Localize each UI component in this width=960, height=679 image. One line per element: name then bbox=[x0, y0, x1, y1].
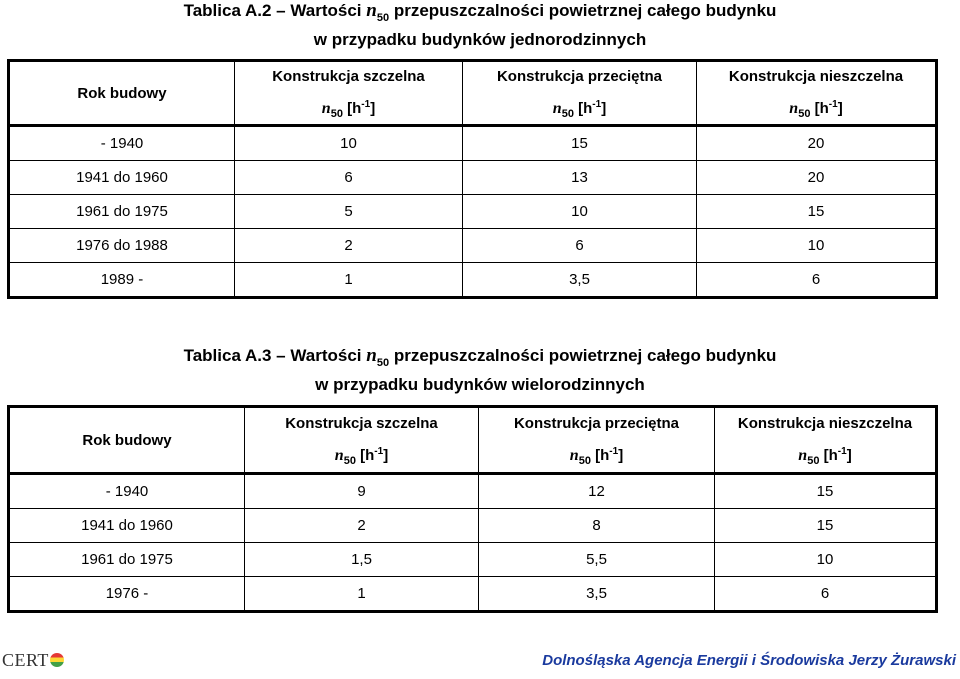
footer-organization: Dolnośląska Agencja Energii i Środowiska Jerzy Żurawski bbox=[542, 652, 956, 669]
table-a2 bbox=[7, 59, 938, 299]
table-a2-caption-line1 bbox=[0, 0, 960, 29]
table-row bbox=[9, 474, 937, 509]
table-row bbox=[9, 126, 937, 161]
cert-logo bbox=[2, 650, 64, 671]
table-row bbox=[9, 543, 937, 577]
caption-rest: przepuszczalności powietrznej całego budynku bbox=[393, 346, 777, 365]
cell-value: 5 bbox=[235, 195, 463, 229]
cell-year: 1976 do 1988 bbox=[9, 229, 235, 263]
caption-prefix: Tablica A.3 – Wartości bbox=[183, 346, 362, 365]
cell-year: 1976 - bbox=[9, 577, 245, 612]
header-col-2: Konstrukcja przeciętna $n_{50}$ $[h^{-1}]$ bbox=[479, 407, 715, 474]
cell-value: 10 bbox=[715, 543, 937, 577]
cell-value: 20 bbox=[697, 126, 937, 161]
table-a2-caption-line2: w przypadku budynków jednorodzinnych bbox=[313, 29, 647, 49]
cell-value: 5,5 bbox=[479, 543, 715, 577]
n50-symbol: $n_{50}$ bbox=[366, 0, 390, 24]
cell-value: 1,5 bbox=[245, 543, 479, 577]
cell-value: 15 bbox=[697, 195, 937, 229]
cell-year: 1961 do 1975 bbox=[9, 543, 245, 577]
header-col-1: Konstrukcja szczelna $n_{50}$ $[h^{-1}]$ bbox=[235, 61, 463, 126]
cell-value: 3,5 bbox=[463, 263, 697, 298]
cell-value: 6 bbox=[235, 161, 463, 195]
cell-year: - 1940 bbox=[9, 126, 235, 161]
cell-value: 6 bbox=[463, 229, 697, 263]
cell-value: 2 bbox=[235, 229, 463, 263]
cell-year: - 1940 bbox=[9, 474, 245, 509]
cell-value: 1 bbox=[235, 263, 463, 298]
table-a3-caption-line2: w przypadku budynków wielorodzinnych bbox=[315, 374, 645, 394]
cell-value: 6 bbox=[697, 263, 937, 298]
cell-value: 3,5 bbox=[479, 577, 715, 612]
header-col-2: Konstrukcja przeciętna $n_{50}$ $[h^{-1}]$ bbox=[463, 61, 697, 126]
header-year: Rok budowy bbox=[9, 407, 245, 474]
header-col-3: Konstrukcja nieszczelna $n_{50}$ $[h^{-1}]$ bbox=[715, 407, 937, 474]
header-col-1: Konstrukcja szczelna $n_{50}$ $[h^{-1}]$ bbox=[245, 407, 479, 474]
table-a3-caption-line1 bbox=[0, 345, 960, 374]
table-header-row bbox=[9, 407, 937, 474]
table-row bbox=[9, 577, 937, 612]
cell-year: 1961 do 1975 bbox=[9, 195, 235, 229]
table-a3-caption bbox=[0, 345, 960, 395]
table-a3 bbox=[7, 405, 938, 613]
table-header-row bbox=[9, 61, 937, 126]
header-year: Rok budowy bbox=[9, 61, 235, 126]
table-a2-caption bbox=[0, 0, 960, 50]
caption-rest: przepuszczalności powietrznej całego budynku bbox=[393, 1, 777, 20]
cell-year: 1941 do 1960 bbox=[9, 161, 235, 195]
cell-value: 1 bbox=[245, 577, 479, 612]
cell-value: 10 bbox=[235, 126, 463, 161]
table-row bbox=[9, 509, 937, 543]
cell-value: 6 bbox=[715, 577, 937, 612]
cell-value: 2 bbox=[245, 509, 479, 543]
table-row bbox=[9, 263, 937, 298]
n50-symbol: $n_{50}$ bbox=[366, 345, 390, 369]
cell-value: 10 bbox=[463, 195, 697, 229]
cell-value: 20 bbox=[697, 161, 937, 195]
cell-value: 8 bbox=[479, 509, 715, 543]
cell-value: 9 bbox=[245, 474, 479, 509]
caption-prefix: Tablica A.2 – Wartości bbox=[183, 1, 362, 20]
cell-year: 1941 do 1960 bbox=[9, 509, 245, 543]
cell-value: 13 bbox=[463, 161, 697, 195]
cell-value: 15 bbox=[463, 126, 697, 161]
header-col-3: Konstrukcja nieszczelna $n_{50}$ $[h^{-1}]$ bbox=[697, 61, 937, 126]
table-row bbox=[9, 161, 937, 195]
table-row bbox=[9, 195, 937, 229]
cell-value: 15 bbox=[715, 509, 937, 543]
cert-logo-text: CERT bbox=[2, 650, 49, 670]
cell-value: 12 bbox=[479, 474, 715, 509]
cert-circle-icon bbox=[50, 653, 64, 667]
table-row bbox=[9, 229, 937, 263]
cell-value: 10 bbox=[697, 229, 937, 263]
cell-year: 1989 - bbox=[9, 263, 235, 298]
cell-value: 15 bbox=[715, 474, 937, 509]
